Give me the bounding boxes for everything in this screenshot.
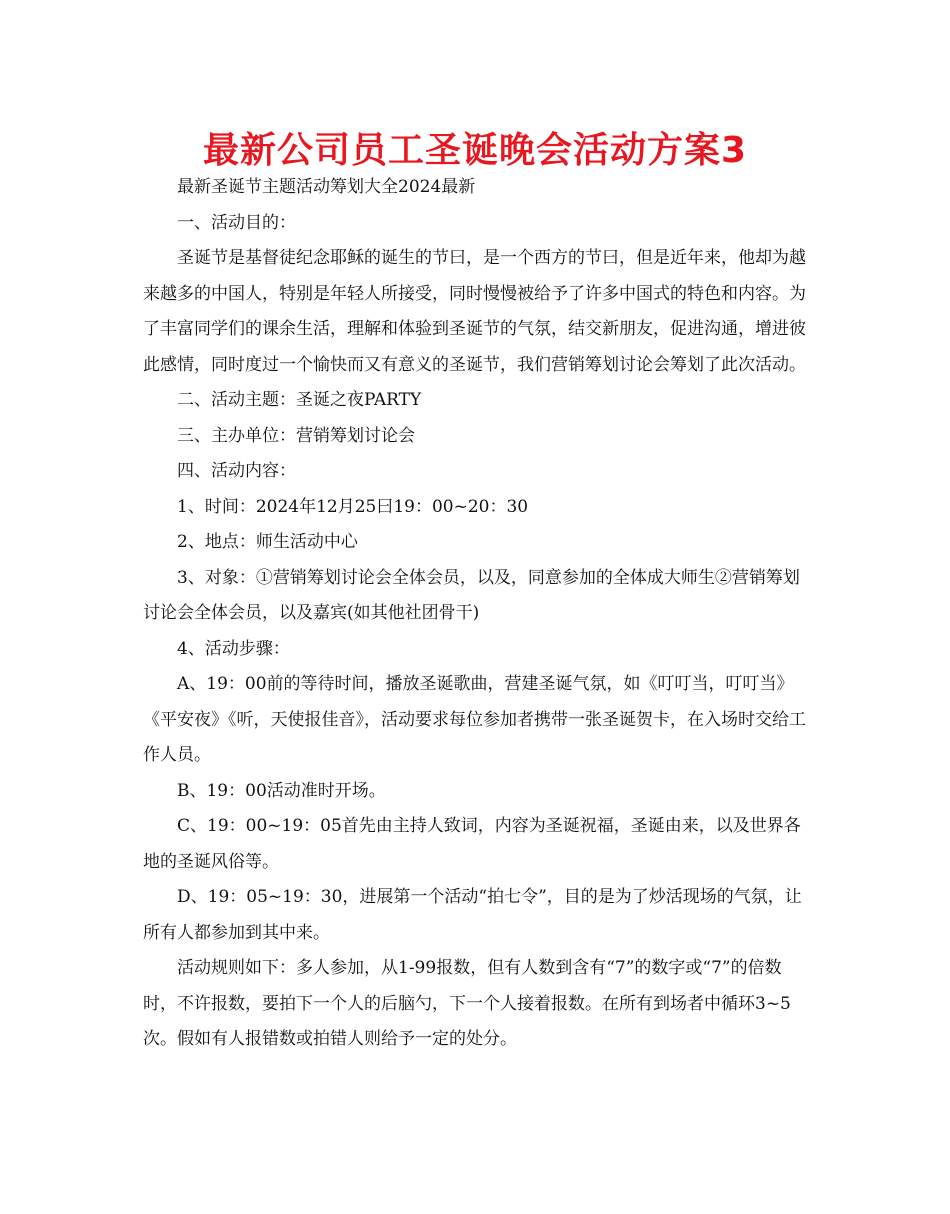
paragraph-rules: 活动规则如下：多人参加，从1-99报数，但有人数到含有“7”的数字或“7”的倍数时，不许报数，要拍下一个人的后脑勺，下一个人接着报数。在所有到场者中循环3~5次。假如有人报错数或拍错人则给予一定的处分。 bbox=[143, 958, 791, 1049]
paragraph-step-c: C、19：00~19：05首先由主持人致词，内容为圣诞祝福，圣诞由来，以及世界各地的圣诞风俗等。 bbox=[143, 816, 801, 872]
paragraph-location: 2、地点：师生活动中心 bbox=[177, 532, 358, 552]
paragraph-purpose: 圣诞节是基督徒纪念耶稣的诞生的节曰，是一个西方的节曰，但是近年来，他却为越来越多的中国人，特别是年轻人所接受，同时慢慢被给予了许多中国式的特色和内容。为了丰富同学们的课余生活，理解和体验到圣诞节的气氛，结交新朋友，促进沟通，增进彼此感情，同时度过一个愉快而又有意义的圣诞节，我们营销筹划讨论会筹划了此次活动。 bbox=[143, 248, 806, 375]
paragraph-heading-content: 四、活动内容： bbox=[177, 461, 296, 481]
paragraph-step-b: B、19：00活动准时开场。 bbox=[177, 780, 386, 801]
paragraph-heading-purpose: 一、活动目的： bbox=[177, 212, 296, 233]
paragraph-audience: 3、对象：①营销筹划讨论会全体会员，以及，同意参加的全体成大师生②营销筹划讨论会全体会员，以及嘉宾(如其他社团骨干) bbox=[143, 567, 800, 623]
paragraph-time: 1、时间：2024年12月25曰19：00~20：30 bbox=[177, 496, 529, 517]
document-body bbox=[143, 170, 808, 1058]
paragraph-heading-steps: 4、活动步骤： bbox=[177, 638, 290, 659]
paragraph-organizer: 三、主办单位：营销筹划讨论会 bbox=[177, 425, 415, 446]
paragraph-subtitle: 最新圣诞节主题活动筹划大全2024最新 bbox=[177, 177, 476, 197]
paragraph-theme: 二、活动主题：圣诞之夜PARTY bbox=[177, 390, 422, 410]
document-title: 最新公司员工圣诞晚会活动方案3 bbox=[202, 130, 748, 171]
paragraph-step-a: A、19：00前的等待时间，播放圣诞歌曲，营建圣诞气氛，如《叮叮当，叮叮当》《平安夜》《听，天使报佳音》，活动要求每位参加者携带一张圣诞贺卡，在入场时交给工作人员。 bbox=[143, 674, 806, 765]
paragraph-step-d: D、19：05~19：30，进展第一个活动“拍七令”，目的是为了炒活现场的气氛，让所有人都参加到其中来。 bbox=[143, 887, 802, 943]
